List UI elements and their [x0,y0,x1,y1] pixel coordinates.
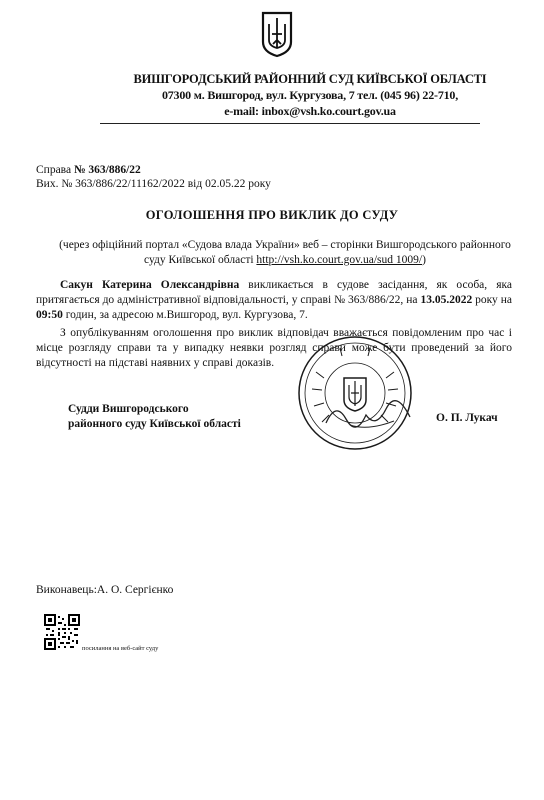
consequence-paragraph: З опублікуванням оголошення про виклик відповідач вважається повідомленим про час і місце розгляду справи та у випадку неявки розгляд справи може бути проведений за його відсутності на підставі наявних у справі доказів. [36,327,512,369]
hearing-date: 13.05.2022 [420,294,473,306]
qr-link-label: посилання на веб-сайт суду [82,645,159,652]
judge-title-line-2: районного суду Київської області [68,418,241,430]
court-email: e-mail: inbox@vsh.ko.court.gov.ua [224,104,396,118]
executor-line: Виконавець:А. О. Сергієнко [36,584,174,596]
court-address: 07300 м. Вишгород, вул. Кургузова, 7 тел. (045 96) 22-710, [161,88,459,102]
portal-note-before: (через офіційний портал «Судова влада України» веб – сторінки Вишгородського районного суду Київської області [59,239,511,266]
summons-text-3: годин, за адресою м.Вишгород, вул. Кургузова, 7. [62,309,308,321]
header-divider [100,123,480,124]
case-label: Справа [36,164,74,176]
judge-title [68,402,241,432]
summons-text-2: року на [472,294,513,306]
portal-note-after: ) [422,254,426,266]
portal-note [50,238,520,268]
summons-text-1: викликається в судове засідання, як особа, яка притягається до адміністративної відповідальності, у справі № 363/886/22, на [36,279,512,306]
judge-title-line-1: Судди Вишгородського [68,403,189,415]
qr-code-icon[interactable] [44,614,80,650]
summons-paragraph [36,278,512,323]
portal-link[interactable]: http://vsh.ko.court.gov.ua/sud 1009/ [256,254,423,266]
case-number: № 363/886/22 [73,164,141,176]
notice-title: ОГОЛОШЕННЯ ПРО ВИКЛИК ДО СУДУ [145,208,399,222]
judge-name: О. П. Лукач [436,412,498,424]
summoned-person: Сакун Катерина Олександрівна [60,279,240,291]
outgoing-reference: Вих. № 363/886/22/11162/2022 від 02.05.22 року [36,178,271,190]
hearing-time: 09:50 [36,309,63,321]
judge-signature-icon [320,395,420,435]
coat-of-arms-icon [260,10,294,58]
court-name: ВИШГОРОДСЬКИЙ РАЙОННИЙ СУД КИЇВСЬКОЇ ОБЛАСТІ [133,72,487,86]
case-reference [36,163,141,177]
